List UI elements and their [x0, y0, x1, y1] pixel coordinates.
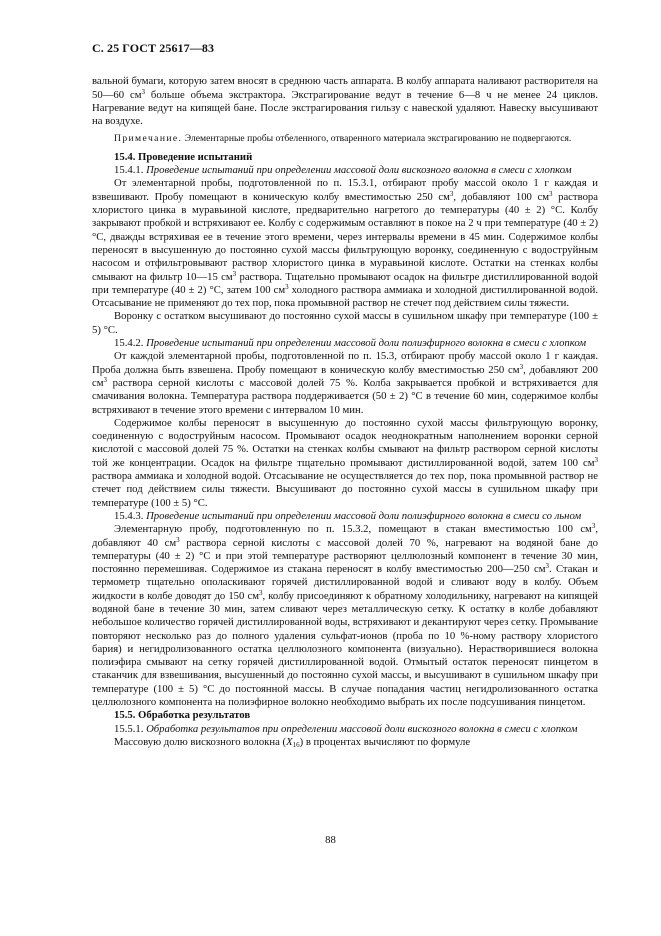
text-run: раствора серной кислоты с массовой долей 70 %, нагревают на водяной бане до температуры (40 ± 2) °С и при этой температуре растворяют целлюлозный компонент в течение 30 мин, постоянно перемешивая. Содержимое из стакана переносят в колбу вместимостью 200—250 см	[92, 536, 598, 576]
page-number: 88	[325, 834, 336, 846]
superscript: 3	[519, 362, 524, 371]
text-run: раствора хлористого цинка в муравьиной кислоте, предварительно нагретого до температуры (40 ± 2) °С. Колбу закрывают пробкой и встряхивают ее. Колбу с содержимым оставляют в покое на 2 ч при температуре (40 ± 2) °С, дважды встряхивая ее в течение этого времени, через интервалы времени в 45 мин. Содержимое колбы переносят в высушенную до постоянно сухой массы фильтрующую воронку, соединенную с водоструйным насосом и отфильтровывают раствор хлористого цинка в муравьиной кислоте. Остатки на стенках колбы смывают на фильтр 10—15 см	[92, 190, 599, 283]
note-label: Примечание.	[114, 133, 183, 145]
superscript: 3	[449, 189, 454, 198]
subsection-title-text: Проведение испытаний при определении массовой доли полиэфирного волокна в смеси с хлопком	[146, 337, 587, 350]
superscript: 3	[591, 522, 596, 531]
text-run: , добавляют 100 см	[453, 190, 549, 203]
superscript: 3	[176, 535, 180, 544]
paragraph-15-4-2-a	[92, 350, 598, 416]
text-run: Массовую долю вискозного волокна (	[114, 735, 287, 748]
superscript: 3	[545, 562, 549, 571]
note-text: Элементарные пробы отбеленного, отваренного материала экстрагированию не подвергаются.	[182, 133, 572, 145]
text-run: Содержимое колбы переносят в высушенную до постоянно сухой массы фильтрующую воронку, соединенную с водоструйным насосом. Промывают осадок неоднократным наполнением воронки серной кислотой с массовой долей 75 %. Остатки на стенках колбы смывают на фильтр раствором серной кислоты той же концентрации. Осадок на фильтре тщательно промывают дистиллированной водой, затем 100 см	[92, 416, 598, 469]
superscript: 3	[103, 375, 108, 384]
paragraph-15-4-1-a	[92, 177, 598, 310]
text-run: раствора аммиака и холодной водой. Отсасывание не осуществляется до тех пор, пока промывной раствор не стечет под действием силы тяжести. Высушивают до постоянно сухой массы в сушильном шкафу при температуре (100 ± 5) °С.	[92, 470, 598, 509]
paragraph-15-4-3	[92, 523, 598, 709]
paragraph-15-5-1	[92, 736, 598, 749]
text-run: больше объема экстрактора. Экстрагирование ведут в течение 6—8 ч не менее 24 циклов. Нагревание ведут на кипящей бане. После экстрагирования гильзу с навеской удаляют. Навеску высушивают на воздухе.	[92, 88, 599, 128]
subsection-number: 15.5.1.	[114, 722, 147, 735]
subsection-number: 15.4.3.	[114, 509, 147, 522]
subsection-title-15-5-1	[92, 723, 598, 736]
subsection-title-15-4-1	[92, 164, 598, 177]
text-run: От каждой элементарной пробы, подготовленной по п. 15.3, отбирают пробу массой около 1 г каждая. Проба должна быть взвешена. Пробу помещают в коническую колбу вместимостью 250 см	[92, 350, 598, 376]
text-run: вальной бумаги, которую затем вносят в среднюю часть аппарата. В колбу аппарата наливают растворителя на 50—60 см	[92, 75, 598, 101]
subscript: 16	[292, 740, 300, 749]
subsection-title-text: Проведение испытаний при определении массовой доли полиэфирного волокна в смеси со льном	[146, 509, 582, 522]
superscript: 3	[594, 455, 598, 464]
paragraph-15-4-2-b	[92, 417, 598, 510]
superscript: 3	[141, 87, 145, 96]
subsection-title-15-4-3	[92, 510, 598, 523]
text-run: холодного раствора аммиака и холодной дистиллированной водой. Отсасывание не применяют до тех пор, пока промывной раствор не стечет под действием силы тяжести.	[92, 283, 599, 310]
section-heading-15-5: 15.5. Обработка результатов	[114, 709, 251, 722]
page-header: С. 25 ГОСТ 25617—83	[92, 41, 215, 55]
text-run: , добавляют 200 см	[92, 363, 598, 389]
note	[92, 133, 598, 145]
text-run: От элементарной пробы, подготовленной по п. 15.3.1, отбирают пробу массой около 1 г каждая и взвешивают. Пробу помещают в коническую колбу вместимостью 250 см	[92, 177, 598, 203]
text-run: раствора серной кислоты с массовой долей 75 %. Колба закрывается пробкой и встряхивается для смачивания волокна. Температура раствора поддерживается (50 ± 2) °С в течение 60 мин, содержимое колбы встряхивают в течение этого времени с интервалом 10 мин.	[92, 376, 598, 416]
superscript: 3	[285, 282, 289, 291]
section-heading-15-4: 15.4. Проведение испытаний	[114, 150, 253, 163]
paragraph-15-4-1-b: Воронку с остатком высушивают до постоянно сухой массы в сушильном шкафу при температуре (100 ± 5) °С.	[92, 310, 598, 336]
text-run: . Стакан и термометр тщательно ополаскивают горячей дистиллированной водой и сливают воду в колбу. Объем жидкости в колбе доводят до 150 см	[92, 563, 598, 602]
subsection-title-text: Обработка результатов при определении массовой доли вискозного волокна в смеси с хлопком	[146, 722, 578, 735]
text-run: Элементарную пробу, подготовленную по п. 15.3.2, помещают в стакан вместимостью 100 см	[114, 523, 592, 536]
text-run: ) в процентах вычисляют по формуле	[299, 735, 471, 748]
italic-text: X	[286, 735, 293, 748]
subsection-number: 15.4.2.	[114, 337, 147, 350]
subsection-number: 15.4.1.	[114, 164, 147, 177]
subsection-title-text: Проведение испытаний при определении массовой доли вискозного волокна в смеси с хлопком	[146, 164, 572, 177]
superscript: 3	[232, 269, 237, 278]
subsection-title-15-4-2	[92, 337, 598, 350]
text-run: , колбу присоединяют к обратному холодильнику, нагревают на кипящей водяной бане в течение 30 мин, затем сливают через металлическую сетку. К остатку в колбе добавляют небольшое количество горячей дистиллированной воды, встряхивают и декантируют через сетку. Промывание повторяют несколько раз до полного удаления сульфат-ионов (проба по 10 %-ному раствору хлористого бария) и негидролизованного остатка целлюлозного компонента (визуально). Нерастворившиеся волокна полиэфира смывают на сетку горячей дистиллированной водой. Отмытый остаток переносят пинцетом в стаканчик для взвешивания, высушенный до постоянно сухой массы, и высушивают в сушильном шкафу при температуре (100 ± 5) °С до постоянной массы. В случае попадания частиц негидролизованного остатка целлюлозного компонента на полиэфирное волокно необходимо выбрать их после подсушивания пинцетом.	[92, 589, 598, 709]
text-run: , добавляют 40 см	[92, 523, 598, 549]
superscript: 3	[549, 189, 553, 198]
superscript: 3	[258, 588, 263, 597]
paragraph-intro	[92, 75, 598, 128]
text-run: раствора. Тщательно промывают осадок на фильтре дистиллированной водой при температуре (40 ± 2) °С, затем 100 см	[92, 270, 598, 296]
